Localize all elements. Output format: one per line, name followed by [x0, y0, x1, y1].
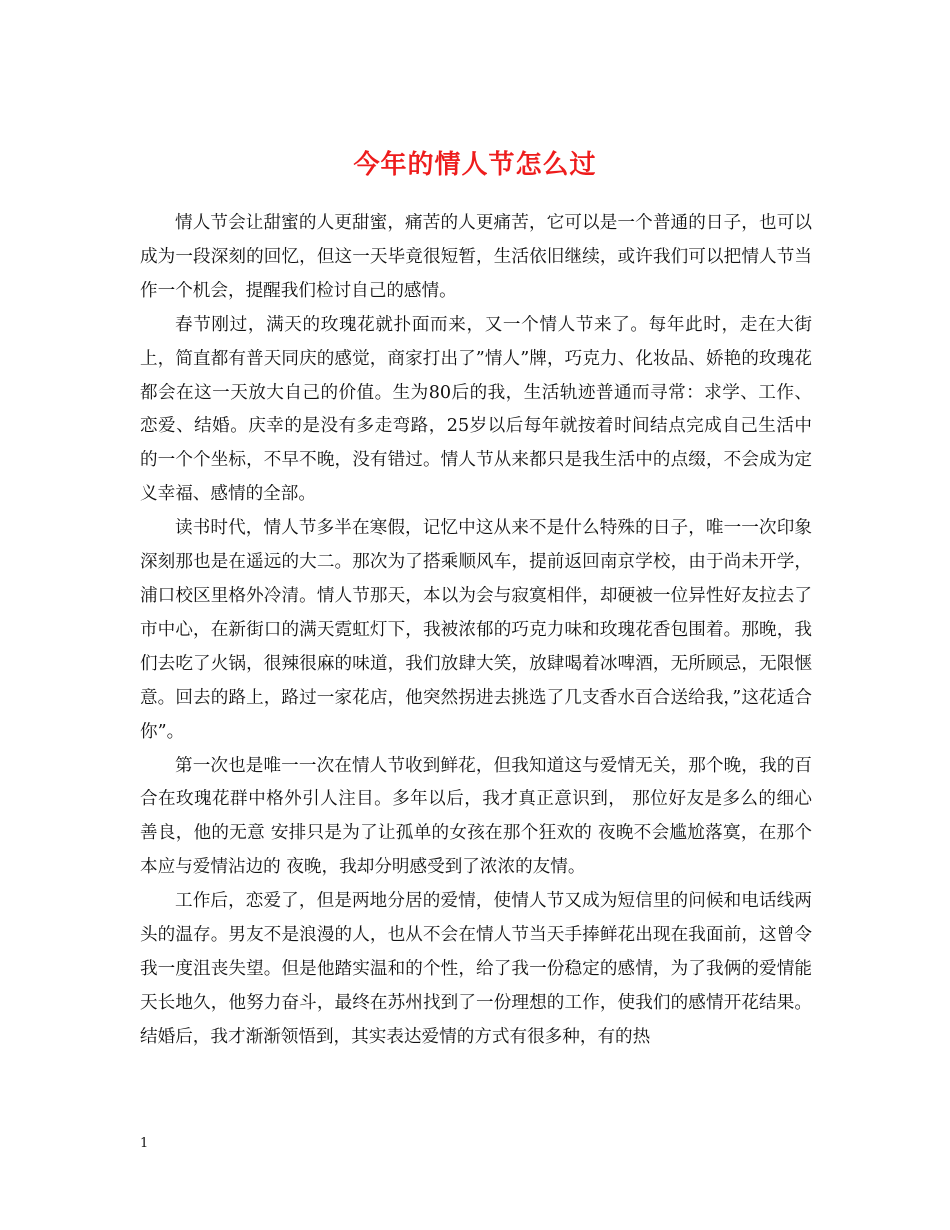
document-title: 今年的情人节怎么过 — [353, 150, 597, 181]
document-body — [140, 207, 812, 1055]
paragraph: 第一次也是唯一一次在情人节收到鲜花，但我知道这与爱情无关，那个晚，我的百合在玫瑰花群中格外引人注目。多年以后，我才真正意识到， 那位好友是多么的细心善良，他的无意 安排只是为了让孤单的女孩在那个狂欢的 夜晚不会尴尬落寞，在那个本应与爱情沾边的 夜晚，我却分明感受到了浓浓的友情。 — [140, 755, 812, 878]
paragraph: 读书时代，情人节多半在寒假，记忆中这从来不是什么特殊的日子，唯一一次印象深刻那也是在遥远的大二。那次为了搭乘顺风车，提前返回南京学校，由于尚未开学，浦口校区里格外冷清。情人节那天，本以为会与寂寞相伴，却硬被一位异性好友拉去了市中心，在新街口的满天霓虹灯下，我被浓郁的巧克力味和玫瑰花香包围着。那晚，我们去吃了火锅，很辣很麻的味道，我们放肆大笑，放肆喝着冰啤酒，无所顾忌，无限惬意。回去的路上，路过一家花店，他突然拐进去挑选了几支香水百合送给我，”这花适合你”。 — [140, 518, 812, 742]
paragraph: 春节刚过，满天的玫瑰花就扑面而来，又一个情人节来了。每年此时，走在大街上，简直都有普天同庆的感觉，商家打出了”情人”牌，巧克力、化妆品、娇艳的玫瑰花都会在这一天放大自己的价值。生为80后的我，生活轨迹普通而寻常：求学、工作、恋爱、结婚。庆幸的是没有多走弯路，25岁以后每年就按着时间结点完成自己生活中的一个个坐标，不早不晚，没有错过。情人节从来都只是我生活中的点缀，不会成为定义幸福、感情的全部。 — [140, 314, 812, 505]
paragraph: 工作后，恋爱了，但是两地分居的爱情，使情人节又成为短信里的问候和电话线两头的温存。男友不是浪漫的人，也从不会在情人节当天手捧鲜花出现在我面前，这曾令我一度沮丧失望。但是他踏实温和的个性，给了我一份稳定的感情，为了我俩的爱情能天长地久，他努力奋斗，最终在苏州找到了一份理想的工作，使我们的感情开花结果。结婚后，我才渐渐领悟到，其实表达爱情的方式有很多种，有的热 — [140, 891, 812, 1047]
page-number: 1 — [140, 1136, 149, 1151]
paragraph: 情人节会让甜蜜的人更甜蜜，痛苦的人更痛苦，它可以是一个普通的日子，也可以成为一段深刻的回忆，但这一天毕竟很短暂，生活依旧继续，或许我们可以把情人节当作一个机会，提醒我们检讨自己的感情。 — [140, 213, 812, 301]
